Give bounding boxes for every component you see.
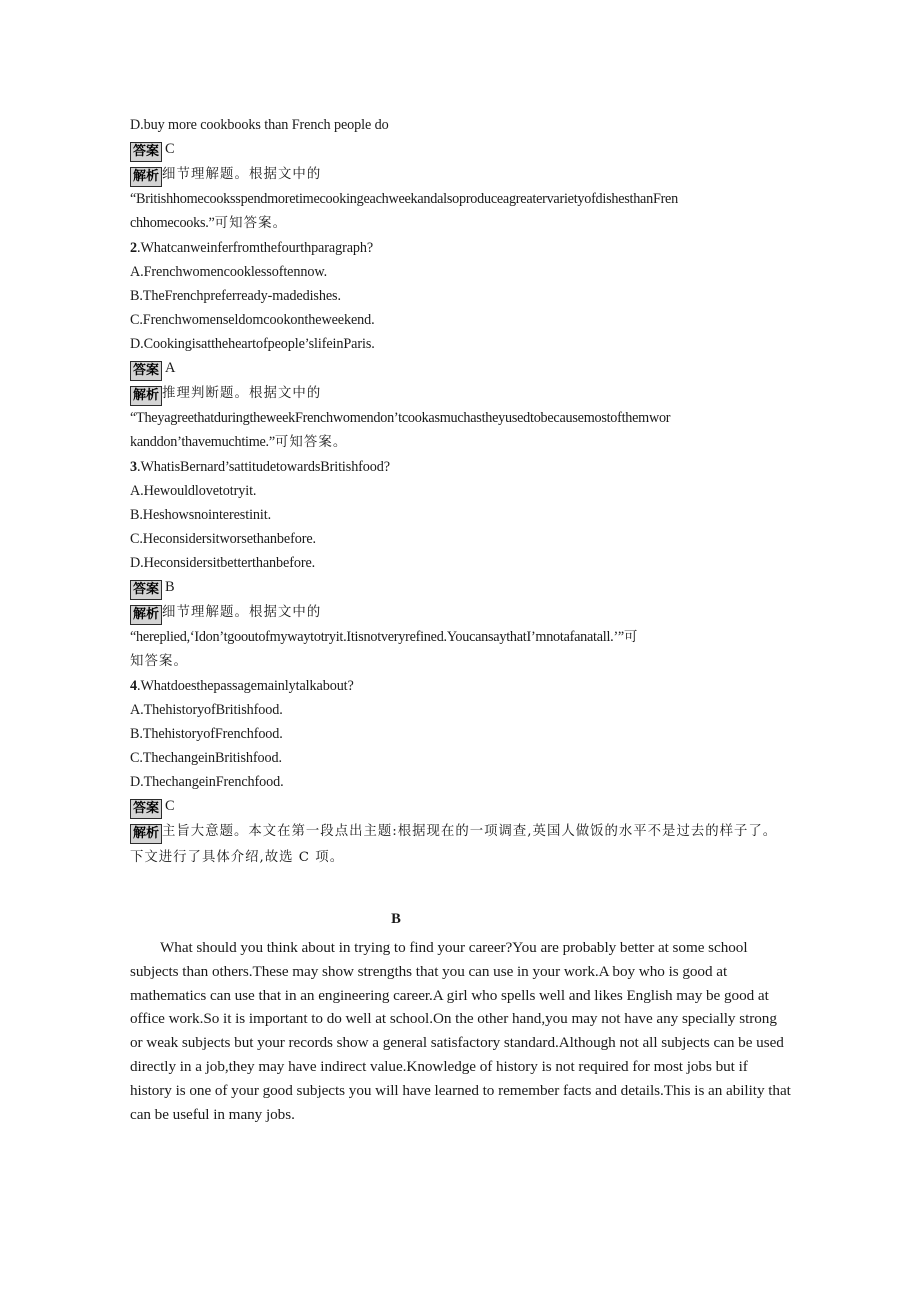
question-3-answer-row: [130, 575, 790, 600]
section-b-heading: B: [391, 911, 401, 927]
question-3-answer-value: B: [165, 579, 175, 595]
question-2-option-a: A.Frenchwomencooklessoftennow.: [130, 264, 328, 280]
question-3-option-c: C.Heconsidersitworsethanbefore.: [130, 531, 317, 547]
question-3-stem: [130, 455, 790, 479]
question-2-quote-line-1: “TheyagreethatduringtheweekFrenchwomendon’tcookasmuchastheyusedtobecausemostofthemwor: [130, 410, 671, 426]
question-2-option-c: C.Frenchwomenseldomcookontheweekend.: [130, 312, 375, 328]
answer-tag: 答案: [130, 580, 162, 600]
question-2-analysis-lead: 推理判断题。根据文中的: [162, 386, 322, 401]
analysis-tag: 解析: [130, 386, 162, 406]
question-4-number: 4: [130, 678, 137, 694]
question-2-quote-line-2-text: kanddon’thavemuchtime.”: [130, 434, 275, 450]
question-4-answer-row: [130, 794, 790, 819]
answer-tag: 答案: [130, 799, 162, 819]
question-1-option-d: D.buy more cookbooks than French people do: [130, 117, 389, 133]
question-1-quote-line-2-text: chhomecooks.”: [130, 215, 215, 231]
question-3-analysis-lead: 细节理解题。根据文中的: [162, 605, 322, 620]
question-2-option-b: B.TheFrenchpreferready-madedishes.: [130, 288, 341, 304]
question-4-option-c: C.ThechangeinBritishfood.: [130, 750, 282, 766]
question-1-quote-line-1: “BritishhomecooksspendmoretimecookingeachweekandalsoproduceagreatervarietyofdishesthanFren: [130, 191, 678, 207]
answer-tag: 答案: [130, 361, 162, 381]
question-3-quote-tail-1: 可: [623, 630, 639, 645]
analysis-tag: 解析: [130, 824, 162, 844]
section-b-passage: What should you think about in trying to find your career?You are probably better at some school subjects than others.These may show strengths that you can use in your work.A boy who is good at mathematics can use that in an engineering career.A girl who spells well and likes English may be good at office work.So it is important to do well at school.On the other hand,you may not have any specially strong or weak subjects but your records show a general satisfactory standard.Although not all subjects can be used directly in a job,they may have indirect value.Knowledge of history is not required for most jobs but if history is one of your good subjects you will have learned to remember facts and details.This is an ability that can be useful in many jobs.: [130, 939, 791, 1123]
question-3-quote-tail-2: 知答案。: [130, 654, 188, 669]
question-4-stem: [130, 674, 790, 698]
question-4-option-d: D.ThechangeinFrenchfood.: [130, 774, 284, 790]
answer-key-content: [130, 113, 790, 871]
question-3-quote-line-1: [130, 625, 790, 650]
question-4-analysis-row: [130, 819, 790, 871]
question-3-quote-line-1-text: “hereplied,‘Idon’tgooutofmywaytotryit.Itisnotveryrefined.YoucansaythatI’mnotafanatall.’”: [130, 629, 624, 645]
question-2-answer-row: [130, 356, 790, 381]
question-3-number: 3: [130, 459, 137, 475]
question-2-quote-tail: 可知答案。: [274, 435, 348, 450]
question-4-analysis-text: 主旨大意题。本文在第一段点出主题:根据现在的一项调查,英国人做饭的水平不是过去的样子了。下文进行了具体介绍,故选 C 项。: [130, 824, 778, 865]
question-4-option-a: A.ThehistoryofBritishfood.: [130, 702, 283, 718]
question-4-stem-text: .Whatdoesthepassagemainlytalkabout?: [137, 678, 354, 694]
question-2-stem: [130, 236, 790, 260]
question-1-answer-row: [130, 137, 790, 162]
analysis-tag: 解析: [130, 605, 162, 625]
question-2-answer-value: A: [165, 360, 176, 376]
question-2-number: 2: [130, 240, 137, 256]
question-1-analysis-lead: 细节理解题。根据文中的: [162, 167, 322, 182]
question-1-quote-tail: 可知答案。: [214, 216, 288, 231]
question-2-analysis-row: [130, 381, 790, 406]
question-1-quote-line-2: [130, 211, 790, 236]
question-2-stem-text: .Whatcanweinferfromthefourthparagraph?: [137, 240, 374, 256]
question-3-option-b: B.Heshowsnointerestinit.: [130, 507, 272, 523]
answer-tag: 答案: [130, 142, 162, 162]
question-3-option-d: D.Heconsidersitbetterthanbefore.: [130, 555, 316, 571]
question-4-option-b: B.ThehistoryofFrenchfood.: [130, 726, 283, 742]
question-4-answer-value: C: [165, 798, 175, 814]
analysis-tag: 解析: [130, 167, 162, 187]
question-3-stem-text: .WhatisBernard’sattitudetowardsBritishfood?: [137, 459, 390, 475]
question-1-analysis-row: [130, 162, 790, 187]
question-2-option-d: D.Cookingisattheheartofpeople’slifeinParis.: [130, 336, 375, 352]
question-2-quote-line-2: [130, 430, 790, 455]
question-1-answer-value: C: [165, 141, 175, 157]
question-3-analysis-row: [130, 600, 790, 625]
question-3-option-a: A.Hewouldlovetotryit.: [130, 483, 257, 499]
section-b: [130, 908, 792, 1126]
